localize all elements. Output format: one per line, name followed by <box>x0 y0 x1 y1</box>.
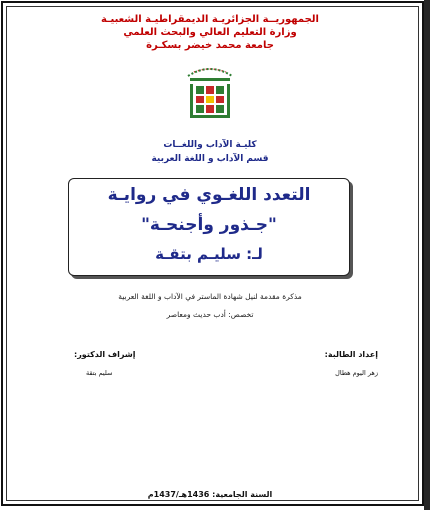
student-name: زهر اليوم هطال <box>335 369 378 377</box>
student-label: إعداد الطالبة: <box>324 350 378 359</box>
title-line-2: "جـذور وأجنحـة" <box>141 215 277 235</box>
thesis-specialty: تخصص: أدب حديث ومعاصر <box>166 310 254 319</box>
university-line: جامعة محمد خيضر بسكـرة <box>146 40 274 51</box>
title-box <box>68 178 350 276</box>
academic-year: السنة الجامعية: 1436هـ/1437م <box>147 490 273 499</box>
thesis-description: مذكرة مقدمة لنيل شهادة الماستر في الآداب و اللغة العربية <box>118 292 302 301</box>
department-name: قسم الآداب و اللغة العربية <box>151 154 269 164</box>
title-line-1: التعدد اللغـوي في روايـة <box>107 185 311 205</box>
faculty-name: كليـة الآداب واللغــات <box>163 140 257 150</box>
university-logo <box>180 60 240 122</box>
ministry-line: وزارة التعليم العالي والبحث العلمي <box>123 27 297 38</box>
title-line-3: لـ: سليـم بتقـة <box>155 245 263 263</box>
republic-line: الجمهوريــة الجزائريـة الديمقراطيـة الشعبيـة <box>101 14 319 25</box>
supervisor-label: إشراف الدكتور: <box>74 350 136 359</box>
window-edge <box>424 0 430 510</box>
supervisor-name: سليم بتقة <box>86 369 113 377</box>
